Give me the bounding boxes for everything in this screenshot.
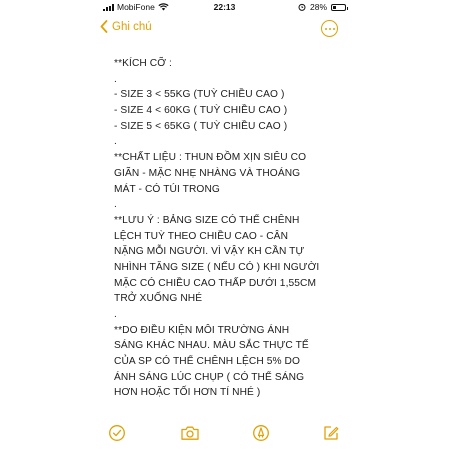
note-line: **CHẤT LIỆU : THUN ĐỒM XỊN SIÊU CO xyxy=(114,152,307,164)
note-line: **DO ĐIỀU KIỆN MÔI TRƯỜNG ÁNH xyxy=(114,324,290,336)
note-line: CỦA SP CÓ THỂ CHÊNH LỆCH 5% DO xyxy=(114,356,301,368)
note-line: **LƯU Ý : BẢNG SIZE CÓ THỂ CHÊNH xyxy=(114,214,300,226)
chevron-left-icon xyxy=(100,20,108,33)
carrier-name: MobiFone xyxy=(117,2,155,12)
battery-percent: 28% xyxy=(310,2,328,12)
note-line: ÁNH SÁNG LÚC CHỤP ( CÓ THỂ SÁNG xyxy=(114,371,305,383)
note-line: - SIZE 5 < 65KG ( TUỲ CHIỀU CAO ) xyxy=(114,120,288,132)
bottom-toolbar xyxy=(0,424,449,446)
alarm-icon xyxy=(298,3,306,11)
checklist-icon[interactable] xyxy=(108,424,126,442)
navigation-bar xyxy=(0,16,449,42)
note-line: NHÌNH TĂNG SIZE ( NẾU CÓ ) KHI NGƯỜI xyxy=(114,261,320,273)
note-line: **KÍCH CỠ : xyxy=(114,58,172,69)
note-line: LỆCH TUỲ THEO CHIỀU CAO - CÂN xyxy=(114,230,289,242)
note-line: MẶC CÓ CHIỀU CAO THẤP DƯỚI 1,55CM xyxy=(114,277,317,289)
note-line: . xyxy=(114,136,117,148)
markup-pen-icon[interactable] xyxy=(252,424,270,442)
status-time: 22:13 xyxy=(213,2,236,12)
battery-fill xyxy=(333,6,336,9)
note-line: . xyxy=(114,73,117,85)
note-line: GIÃN - MẶC NHẸ NHÀNG VÀ THOÁNG xyxy=(114,167,301,179)
note-line: . xyxy=(114,199,117,211)
note-line: NẶNG MỖI NGƯỜI. VÌ VẬY KH CẦN TỰ xyxy=(114,246,305,258)
note-body[interactable] xyxy=(114,56,344,401)
back-label: Ghi chú xyxy=(112,20,152,33)
compose-icon[interactable] xyxy=(322,424,340,442)
more-options-button[interactable] xyxy=(321,20,338,37)
note-line: . xyxy=(114,309,117,320)
note-line: HƠN HOẶC TỐI HƠN TÍ NHÉ ) xyxy=(114,387,261,399)
note-line: SÁNG KHÁC NHAU. MÀU SẮC THỰC TẾ xyxy=(114,340,309,352)
status-right xyxy=(298,2,346,12)
note-line: MÁT - CÓ TÚI TRONG xyxy=(114,183,220,195)
battery-icon xyxy=(331,4,346,11)
note-line: - SIZE 4 < 60KG ( TUỲ CHIỀU CAO ) xyxy=(114,105,288,117)
status-bar xyxy=(0,0,449,14)
note-line: TRỞ XUỐNG NHÉ xyxy=(114,293,203,305)
note-line: - SIZE 3 < 55KG (TUỲ CHIỀU CAO ) xyxy=(114,89,285,101)
back-button[interactable] xyxy=(100,20,152,33)
camera-icon[interactable] xyxy=(180,424,200,442)
